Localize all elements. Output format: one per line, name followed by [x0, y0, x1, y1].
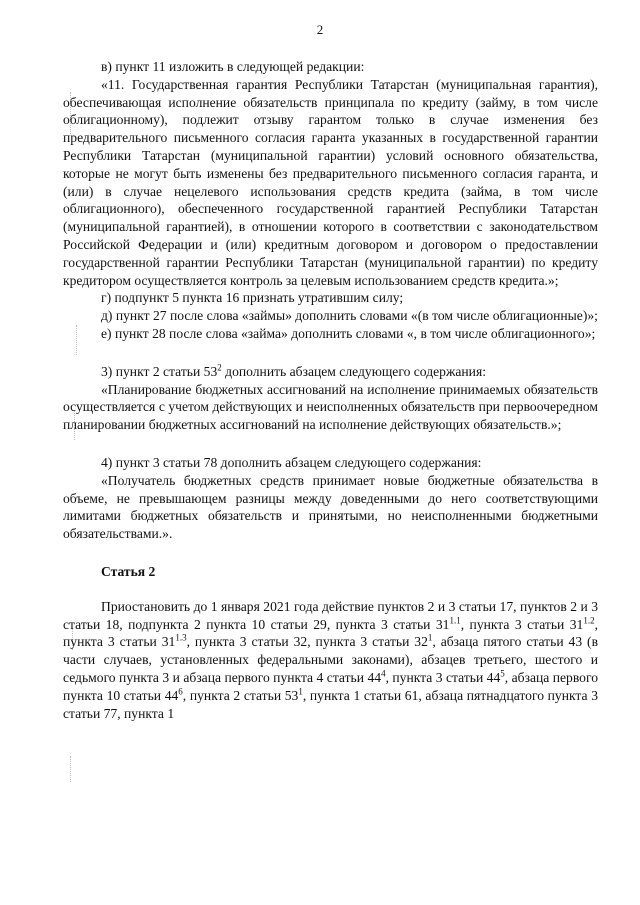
- article-2-text: , пункта 2 статьи 53: [182, 687, 299, 703]
- article-2-sup: 1.3: [175, 632, 187, 643]
- article-2-text: , пункта 3 статьи 32, пункта 3 статьи 32: [186, 634, 428, 650]
- article-2-text: Приостановить до 1 января 2021 года действие пунктов 2 и 3 статьи 17, пунктов 2 и 3 статьи 18, подпункта 2 пункта 10 статьи 29, пункта 3 статьи 31: [63, 598, 598, 632]
- article-2-sup: 6: [178, 686, 183, 697]
- paragraph-item-e: е) пункт 28 после слова «займа» дополнить словами «, в том числе облигационного»;: [101, 325, 596, 341]
- article-2-text: , пункта 1 статьи 61, абзаца пятнадцатого пункта 3 статьи 77, пункта 1: [63, 687, 599, 721]
- paragraph-item-3-text: «Планирование бюджетных ассигнований на исполнение принимаемых обязательств осуществляется с учетом действующих и неисполненных обязательств при первоочередном планировании бюджетных ассигнований на исполнение действующих обязательств.»;: [63, 381, 598, 433]
- article-2-sup: 1.1: [449, 614, 461, 625]
- item-3-sup: 2: [217, 362, 222, 373]
- article-2-text: , абзаца первого пункта 10 статьи 44: [63, 669, 598, 703]
- paragraph-item-3: [63, 363, 598, 381]
- item-3-text-a: 3) пункт 2 статьи 53: [101, 363, 218, 379]
- article-2-text: , пункта 3 статьи 44: [385, 669, 501, 685]
- document-body: [63, 58, 598, 722]
- paragraph-item-g: г) подпункт 5 пункта 16 признать утратившим силу;: [101, 290, 404, 306]
- paragraph-item-11-text: «11. Государственная гарантия Республики Татарстан (муниципальная гарантия), обеспечивающая исполнение обязательств принципала по кредиту (займу, в том числе облигационному), подлежит отзыву гарантом только в случае изменения без предварительного письменного согласия гаранта указанных в государственной гарантии Республики Татарстан (муниципальной гарантии) условий основного обязательства, которые не могут быть изменены без предварительного письменного согласия гаранта, и (или) в случае нецелевого использования средств кредита (займа, в том числе облигационного), обеспеченного государственной гарантией Республики Татарстан (муниципальной гарантией), в отношении которого в соответствии с законодательством Российской Федерации и (или) кредитным договором и договором о предоставлении государственной гарантии Республики Татарстан (муниципальной гарантии) по кредиту кредитором осуществляется контроль за целевым использованием средств кредита.»;: [63, 76, 598, 288]
- scan-mark: [70, 756, 72, 782]
- article-2-text: , пункта 3 статьи 31: [460, 616, 584, 632]
- paragraph-item-4-text: «Получатель бюджетных средств принимает новые бюджетные обязательства в объеме, не превышающем разницы между доведенными до него соответствующими лимитами бюджетных обязательств и принятыми, но неисполненными бюджетными обязательствами.».: [63, 472, 598, 542]
- article-2-sup: 4: [381, 668, 386, 679]
- page-number: 2: [316, 22, 324, 37]
- article-heading: Статья 2: [101, 563, 156, 579]
- article-2-sup: 1: [427, 632, 433, 643]
- paragraph-item-v: в) пункт 11 изложить в следующей редакции:: [101, 59, 365, 74]
- article-2-text: , пункта 3 статьи 31: [63, 616, 599, 650]
- article-2-text: , абзаца пятого статьи 43 (в части случаев, установленных федеральными законами), абзацев третьего, шестого и седьмого пункта 3 и абзаца первого пункта 4 статьи 44: [63, 634, 598, 685]
- item-3-text-b: дополнить абзацем следующего содержания:: [221, 363, 486, 379]
- paragraph-item-4: 4) пункт 3 статьи 78 дополнить абзацем следующего содержания:: [101, 454, 482, 470]
- paragraph-article-2: [63, 598, 598, 723]
- paragraph-item-d: д) пункт 27 после слова «займы» дополнить словами «(в том числе облигационные)»;: [101, 308, 598, 324]
- article-2-sup: 1.2: [583, 614, 595, 625]
- article-2-sup: 1: [298, 686, 303, 697]
- article-2-sup: 5: [500, 668, 505, 679]
